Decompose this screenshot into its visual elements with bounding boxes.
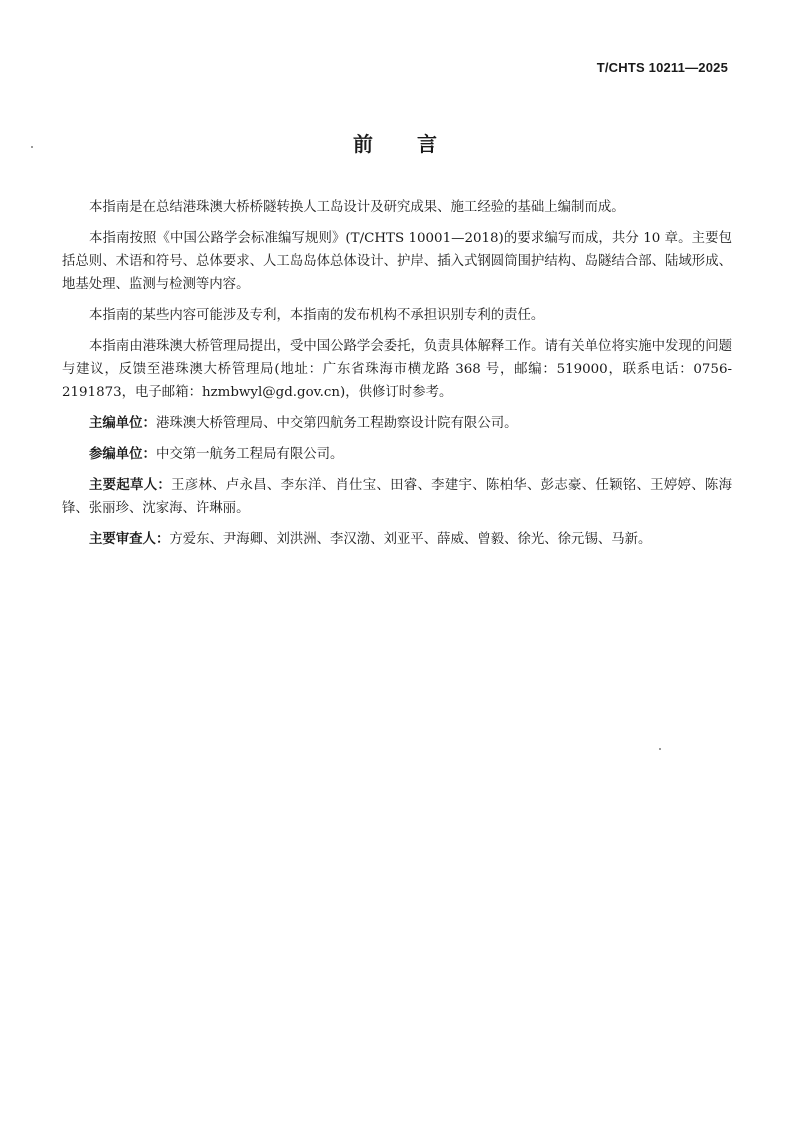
standard-code: T/CHTS 10211—2025 [596,60,728,75]
credit-label: 主要审查人： [89,532,170,547]
paragraph-basis: 本指南是在总结港珠澳大桥桥隧转换人工岛设计及研究成果、施工经验的基础上编制而成。 [89,200,625,215]
scan-speck [31,146,33,148]
credit-drafters [62,474,732,520]
credit-value: 中交第一航务工程局有限公司。 [155,447,344,462]
credit-value: 方爱东、尹海卿、刘洪洲、李汉渤、刘亚平、薛威、曾毅、徐光、徐元锡、马新。 [169,532,652,547]
credit-reviewers [62,528,732,551]
credit-label: 主要起草人： [89,478,172,493]
paragraph-feedback: 本指南由港珠澳大桥管理局提出，受中国公路学会委托，负责具体解释工作。请有关单位将实施中发现的问题与建议，反馈至港珠澳大桥管理局(地址：广东省珠海市横龙路 368 号，邮编：519000，联系电话：0756-2191873，电子邮箱：hzmbwyl@gd.gov.cn)，供修订时参考。 [62,339,732,400]
page-title: 前言 [353,132,481,156]
paragraph-structure: 本指南按照《中国公路学会标准编写规则》(T/CHTS 10001—2018)的要求编写而成，共分 10 章。主要包括总则、术语和符号、总体要求、人工岛岛体总体设计、护岸、插入式钢圆筒围护结构、岛隧结合部、陆域形成、地基处理、监测与检测等内容。 [62,231,732,292]
credit-value: 港珠澳大桥管理局、中交第四航务工程勘察设计院有限公司。 [155,416,518,431]
credit-value: 王彦林、卢永昌、李东洋、肖仕宝、田睿、李建宇、陈柏华、彭志豪、任颖铭、王婷婷、陈海锋、张丽珍、沈家海、许琳丽。 [62,478,732,516]
scan-speck [659,748,661,750]
credit-label: 主编单位： [89,416,156,431]
paragraph-patent: 本指南的某些内容可能涉及专利，本指南的发布机构不承担识别专利的责任。 [89,308,545,323]
foreword-body [62,196,732,559]
credit-co-editor [62,443,732,466]
credit-chief-editor [62,412,732,435]
credit-label: 参编单位： [89,447,156,462]
